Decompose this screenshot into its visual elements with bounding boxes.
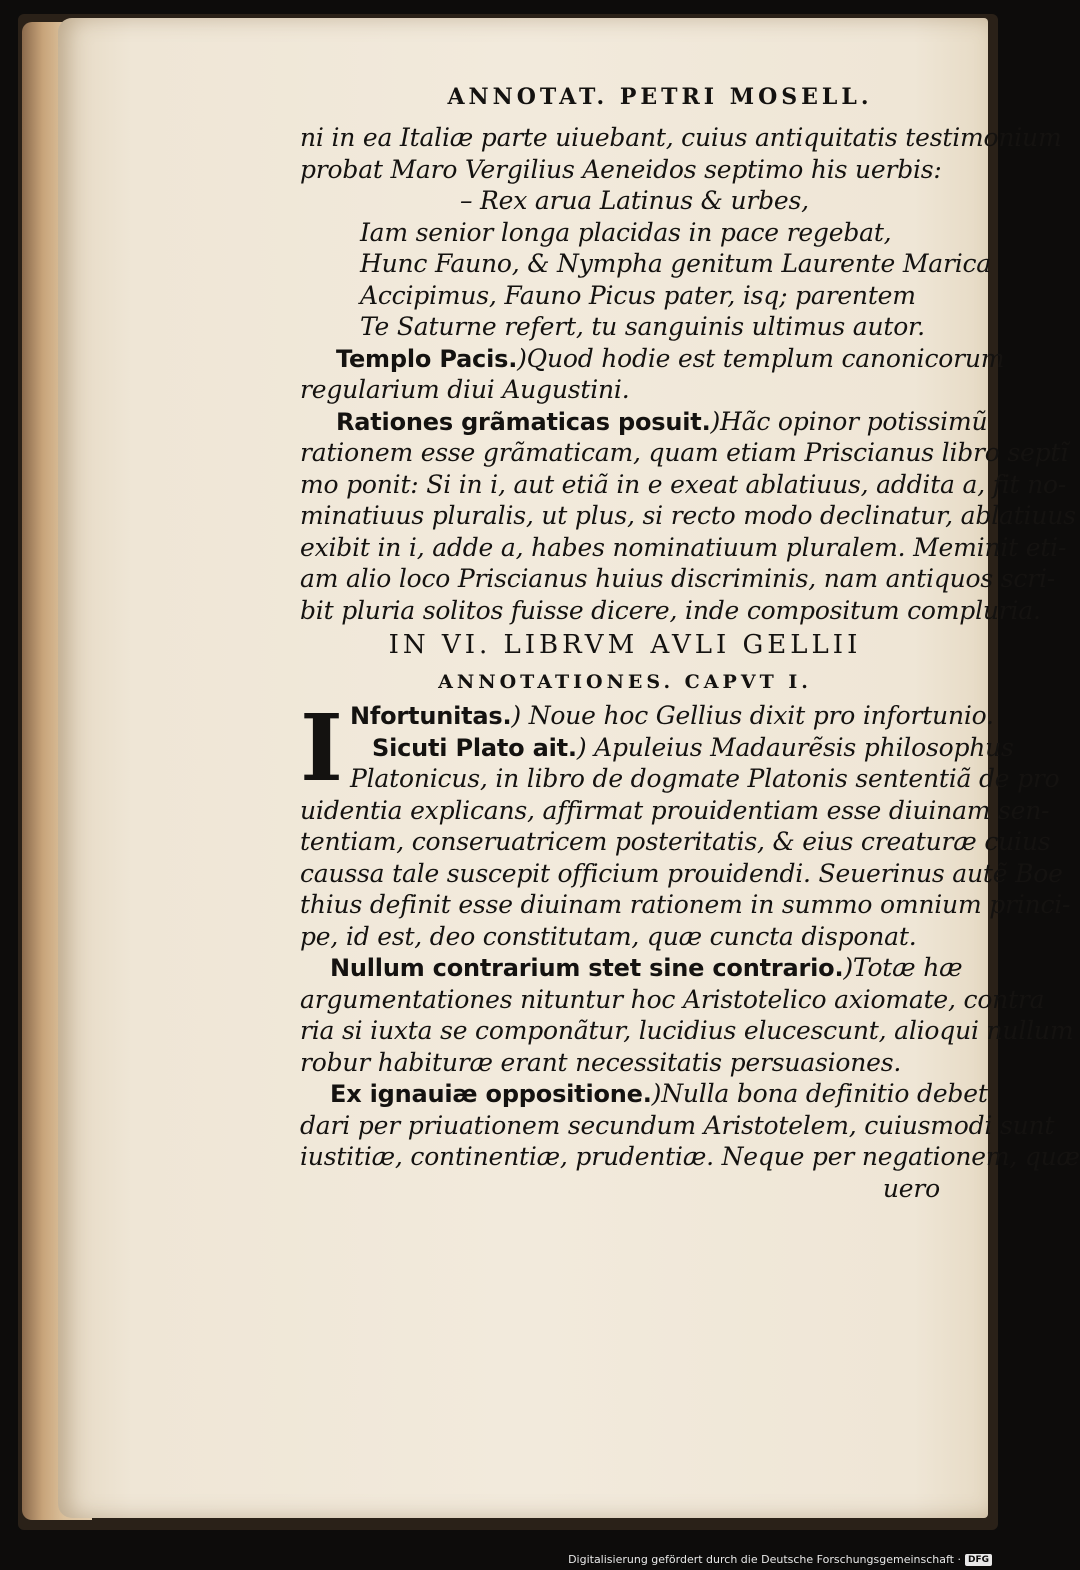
running-head: ANNOTAT. PETRI MOSELL. — [447, 84, 873, 110]
annotation-first-line — [300, 1078, 988, 1110]
text-line: minatiuus pluralis, ut plus, si recto modo declinatur, ablatiuus — [300, 501, 1076, 530]
text-line: iustitiæ, continentiæ, prudentiæ. Neque per negationem, quæ — [300, 1142, 1080, 1171]
lemma: Ex ignauiæ oppositione. — [330, 1080, 652, 1108]
annotation-text: )Nulla bona definitio debet — [651, 1079, 988, 1108]
lemma: Sicuti Plato ait. — [372, 733, 577, 762]
text-line: Platonicus, in libro de dogmate Platonis sententiã de pro — [350, 764, 1060, 793]
text-line: pe, id est, deo constitutam, quæ cuncta disponat. — [300, 921, 917, 951]
text-line: dari per priuationem secundum Aristotelem, cuiusmodi sunt — [300, 1110, 1055, 1140]
annotation-first-line — [300, 343, 1005, 375]
text-line: bit pluria solitos fuisse dicere, inde compositum compluria. — [300, 595, 1041, 625]
text-line: thius definit esse diuinam rationem in summo omnium princi- — [300, 890, 1071, 919]
text-line: ria si iuxta se componãtur, lucidius elucescunt, alioqui nullum — [300, 1016, 1074, 1045]
annotation-text: ) Noue hoc Gellius dixit pro infortunio. — [511, 701, 994, 730]
text-line: robur habituræ erant necessitatis persuasiones. — [300, 1047, 902, 1077]
text-line: rationem esse grãmaticam, quam etiam Priscianus libro septĩ — [300, 438, 1069, 467]
verse-line: Hunc Fauno, & Nympha genitum Laurente Marica — [360, 249, 992, 278]
verse-line: Te Saturne refert, tu sanguinis ultimus autor. — [360, 312, 925, 341]
text-block — [300, 84, 1080, 1204]
verse-line: Accipimus, Fauno Picus pater, isq; parentem — [360, 280, 916, 310]
text-line: probat Maro Vergilius Aeneidos septimo his uerbis: — [300, 154, 942, 184]
annotation-text: ) Apuleius Madaurẽsis philosophus — [576, 732, 1014, 762]
verse-line: – Rex arua Latinus & urbes, — [460, 186, 809, 215]
digitization-footer — [568, 1553, 992, 1566]
section-subheading: ANNOTATIONES. CAPVT I. — [438, 671, 812, 693]
annotation-paragraph — [300, 406, 1076, 627]
annotation-first-line — [300, 406, 988, 438]
text-line: caussa tale suscepit officium prouidendi. Seuerinus autẽ Boe — [300, 858, 1063, 888]
footer-text: Digitalisierung gefördert durch die Deutsche Forschungsgemeinschaft · — [568, 1553, 961, 1566]
drop-cap: I — [300, 694, 344, 802]
verse-line: Iam senior longa placidas in pace regebat, — [360, 217, 892, 247]
text-line: exibit in i, adde a, habes nominatiuum pluralem. Meminit eti- — [300, 532, 1067, 562]
chapter-paragraph — [300, 694, 1071, 952]
annotation-paragraph — [300, 343, 1005, 406]
annotation-first-line — [300, 952, 963, 984]
lemma: Rationes grãmaticas posuit. — [336, 407, 711, 436]
verse-quotation — [300, 185, 992, 343]
text-line: argumentationes nituntur hoc Aristotelico axiomate, contra — [300, 984, 1045, 1014]
lemma: Nullum contrarium stet sine contrario. — [330, 954, 844, 982]
annotation-text: )Totæ hæ — [843, 953, 963, 982]
lemma: Nfortunitas. — [350, 702, 512, 730]
lemma: Templo Pacis. — [336, 344, 518, 373]
annotation-paragraph — [300, 952, 1074, 1078]
dfg-logo: DFG — [965, 1554, 992, 1566]
text-line: regularium diui Augustini. — [300, 375, 630, 404]
text-line: uidentia explicans, affirmat prouidentiam esse diuinam sen- — [300, 795, 1050, 825]
section-heading: IN VI. LIBRVM AVLI GELLII — [388, 630, 862, 660]
annotation-first-line — [300, 700, 994, 732]
annotation-text: )Hãc opinor potissimũ — [710, 406, 988, 436]
text-line: mo ponit: Si in i, aut etiã in e exeat ablatiuus, addita a, fit no- — [300, 469, 1067, 499]
annotation-text: )Quod hodie est templum canonicorum — [517, 343, 1005, 373]
catchword: uero — [882, 1173, 940, 1203]
annotation-first-line — [300, 732, 1014, 764]
text-line: ni in ea Italiæ parte uiuebant, cuius antiquitatis testimonium — [300, 123, 1062, 152]
text-line: tentiam, conseruatricem posteritatis, & eius creaturæ cuius — [300, 827, 1051, 856]
annotation-paragraph — [300, 1078, 1080, 1204]
text-line: am alio loco Priscianus huius discriminis, nam antiquos scri- — [300, 564, 1056, 593]
